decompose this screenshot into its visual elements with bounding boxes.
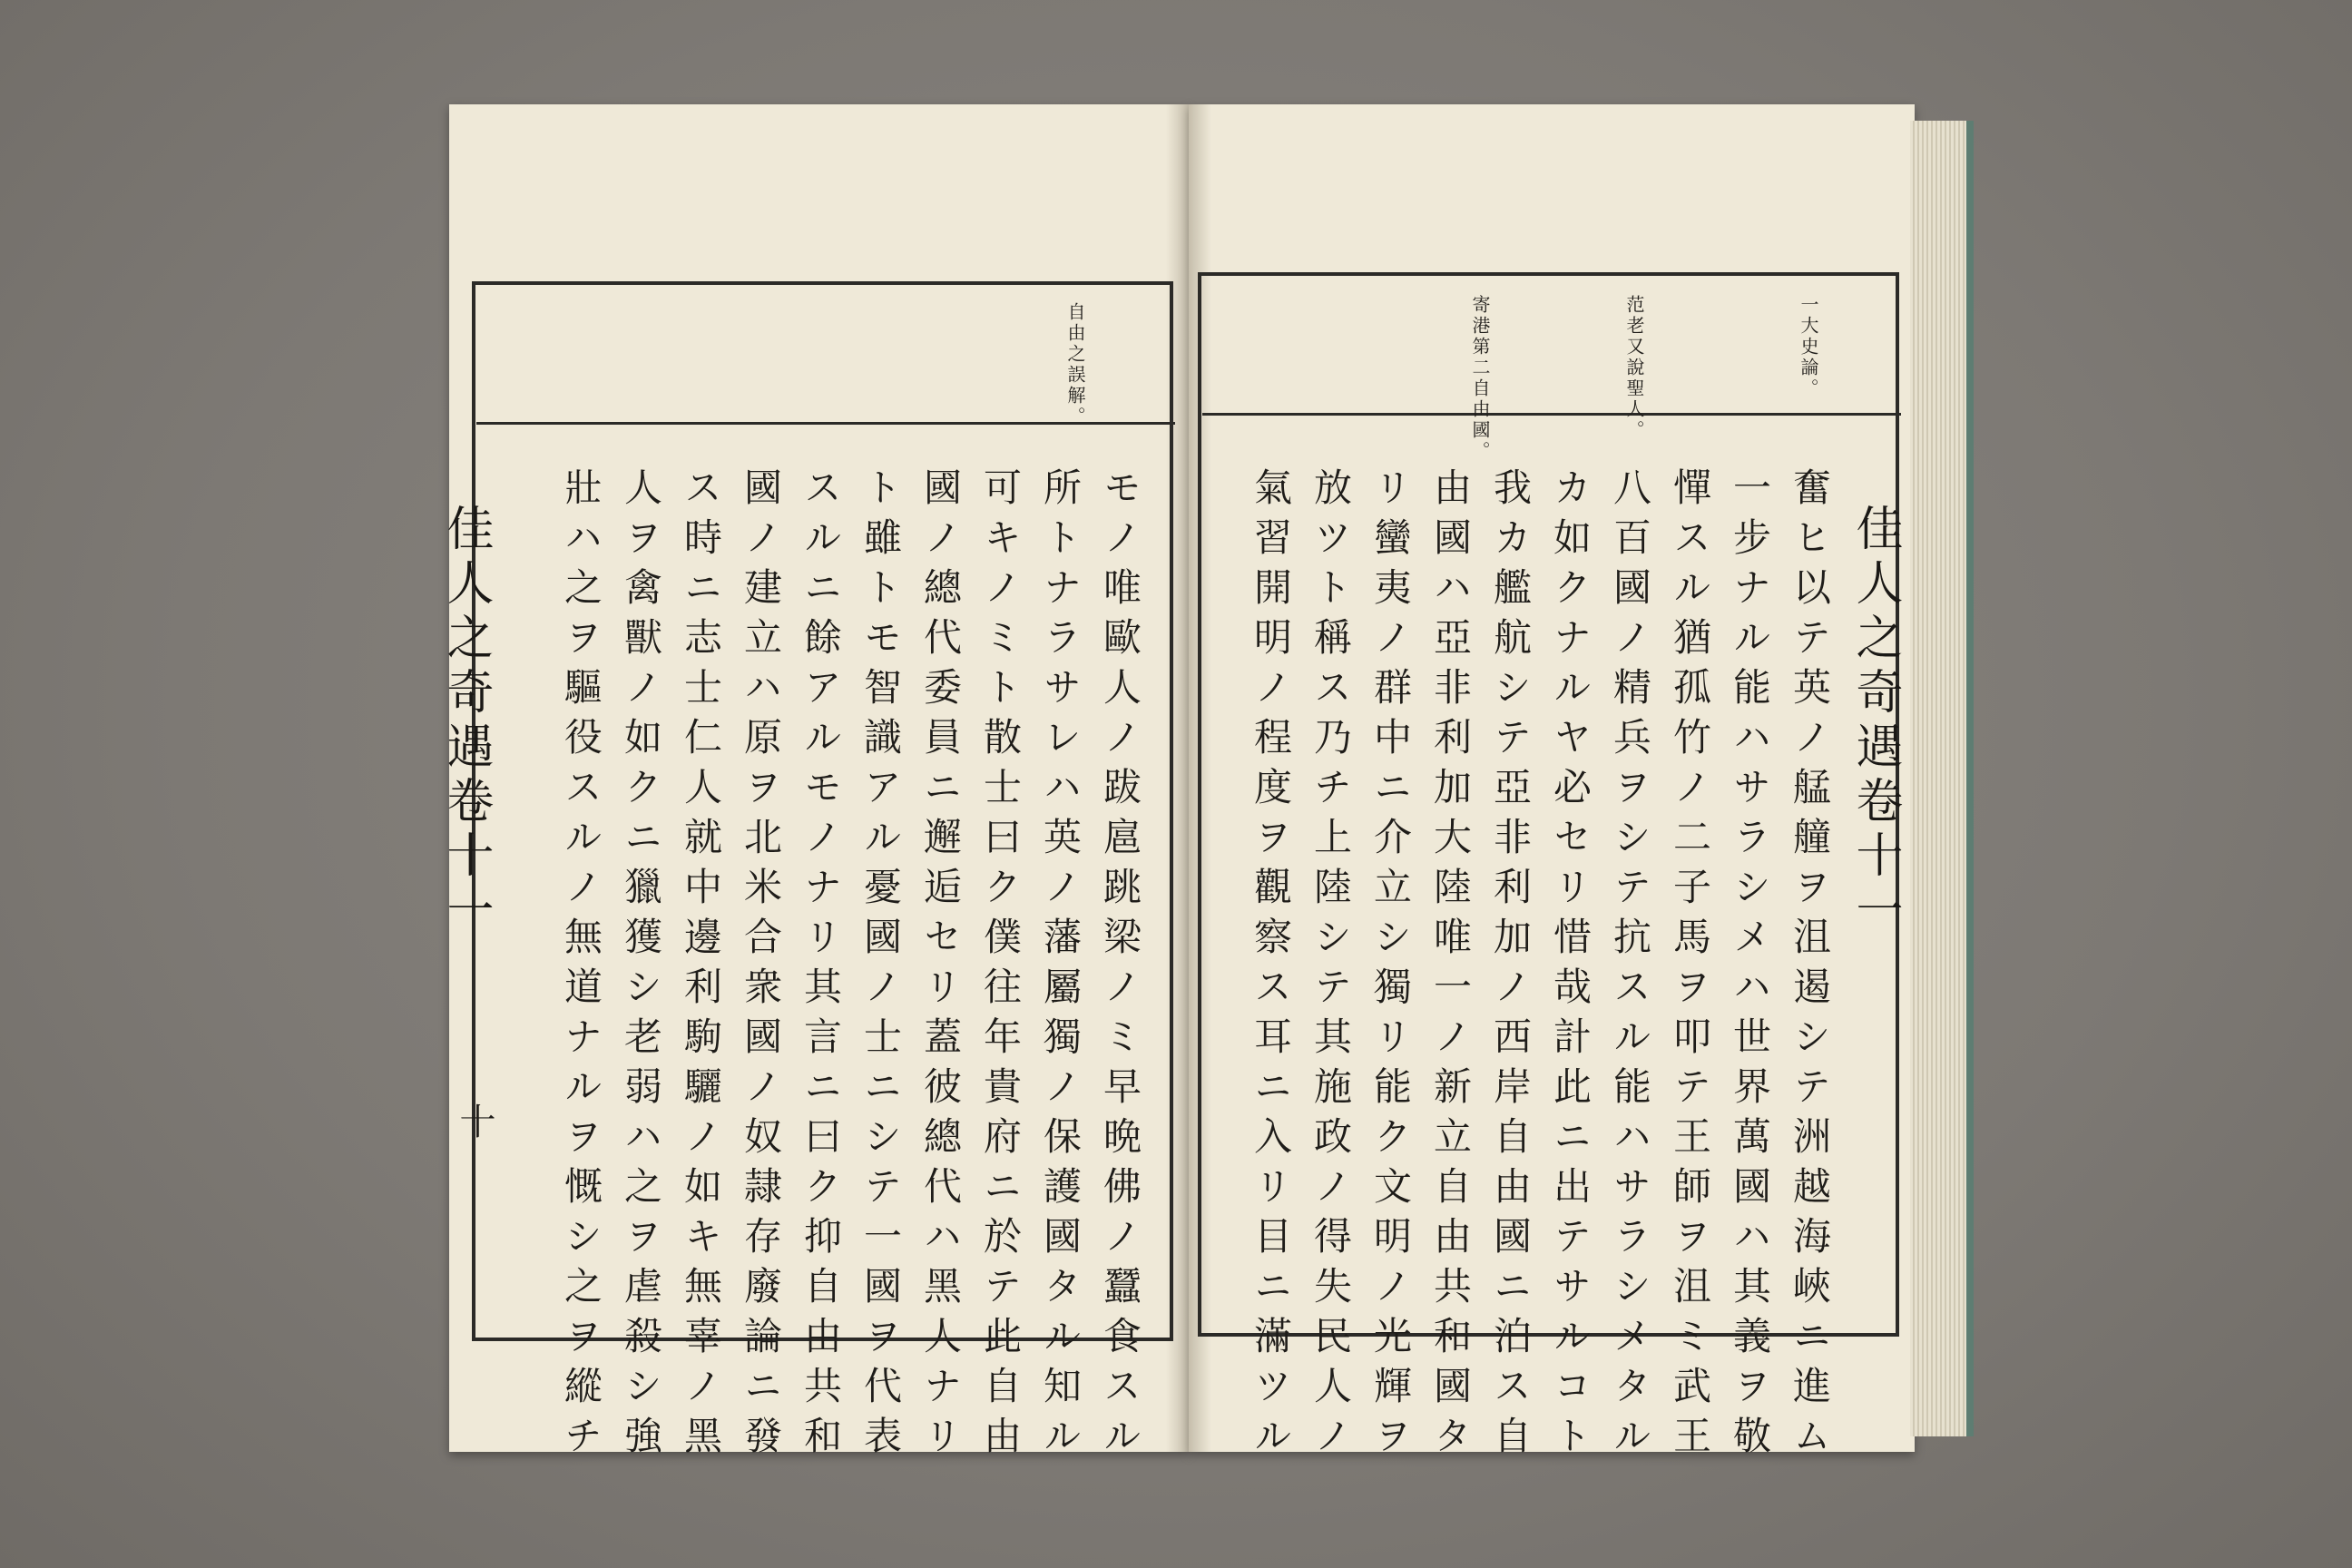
open-book — [438, 104, 1966, 1465]
left-text-column: 壯ハ之ヲ驅役スルノ無道ナルヲ慨シ之ヲ縱チ — [559, 467, 603, 1465]
right-header-note: 范老又說聖人。 — [1623, 295, 1645, 441]
right-text-column: 一步ナル能ハサラシメハ世界萬國ハ其義ヲ敬 — [1728, 467, 1772, 1465]
right-text-column: 放ツト稱ス乃チ上陸シテ其施政ノ得失民人ノ — [1308, 467, 1353, 1465]
right-text-column: 奮ヒ以テ英ノ艋艟ヲ沮遏シテ洲越海峽ニ進ム — [1788, 467, 1832, 1465]
right-text-column: リ蠻夷ノ群中ニ介立シ獨リ能ク文明ノ光輝ヲ — [1368, 467, 1413, 1465]
left-text-column: ト雖トモ智識アル憂國ノ士ニシテ一國ヲ代表 — [858, 467, 903, 1465]
right-text-column: 憚スル猶孤竹ノ二子馬ヲ叩テ王師ヲ沮ミ武王 — [1668, 467, 1712, 1465]
right-header-note: 寄港第二自由國。 — [1469, 295, 1491, 462]
left-text-column: 可キノミト散士曰ク僕往年貴府ニ於テ此自由 — [978, 467, 1023, 1465]
right-header-rule — [1202, 413, 1901, 416]
right-text-column: カ如クナルヤ必セリ惜哉計此ニ出テサルコト — [1548, 467, 1592, 1465]
right-text-column: 氣習開明ノ程度ヲ觀察ス耳ニ入リ目ニ滿ツル — [1249, 467, 1293, 1465]
page-edges — [1910, 121, 1974, 1436]
right-header-note: 一大史論。 — [1798, 295, 1819, 399]
right-text-column: 由國ハ亞非利加大陸唯一ノ新立自由共和國タ — [1428, 467, 1473, 1465]
left-text-column: スルニ餘アルモノナリ其言ニ曰ク抑自由共和 — [799, 467, 843, 1465]
left-text-column: モノ唯歐人ノ跋扈跳梁ノミ早晩佛ノ蠶食スル — [1098, 467, 1142, 1465]
left-header-note: 自由之誤解。 — [1064, 302, 1086, 427]
left-text-column: 所トナラサレハ英ノ藩屬獨ノ保護國タル知ル — [1038, 467, 1083, 1465]
right-side-title: 佳人之奇遇卷十一 — [1847, 504, 1902, 939]
left-text-column: 人ヲ禽獸ノ如クニ獵獲シ老弱ハ之ヲ虐殺シ強 — [619, 467, 663, 1465]
left-text-column: ス時ニ志士仁人就中邊利駒驪ノ如キ無辜ノ黑 — [679, 467, 723, 1465]
left-text-column: 國ノ總代委員ニ邂逅セリ蓋彼總代ハ黑人ナリ — [918, 467, 963, 1465]
left-side-title: 佳人之奇遇卷十一 — [438, 504, 493, 939]
left-text-column: 國ノ建立ハ原ヲ北米合衆國ノ奴隷存廢論ニ發 — [739, 467, 783, 1465]
right-text-column: 八百國ノ精兵ヲシテ抗スル能ハサラシメタル — [1608, 467, 1652, 1465]
right-text-column: 我カ艦航シテ亞非利加ノ西岸自由國ニ泊ス自 — [1488, 467, 1533, 1465]
left-page-number: 十 — [454, 1102, 495, 1139]
